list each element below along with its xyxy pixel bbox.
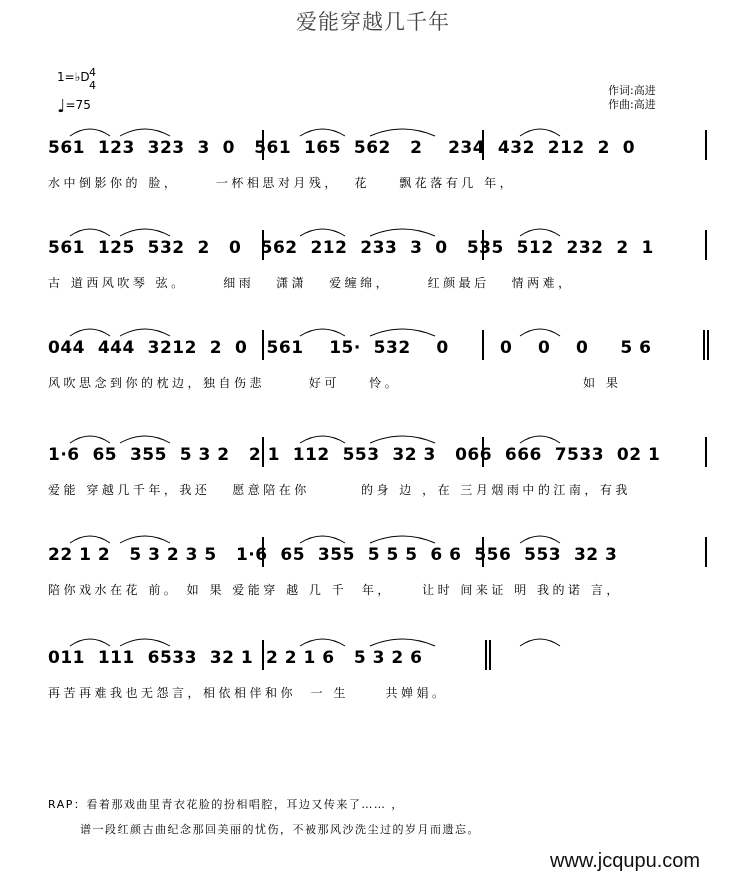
slur bbox=[370, 436, 435, 443]
slur bbox=[370, 536, 435, 543]
key-signature: 1=♭D bbox=[57, 70, 90, 84]
slur bbox=[300, 129, 345, 136]
song-title: 爱能穿越几千年 bbox=[296, 10, 450, 34]
slur bbox=[120, 436, 170, 443]
slur bbox=[370, 639, 435, 646]
score-row bbox=[0, 130, 746, 220]
slur bbox=[520, 436, 560, 443]
lyrics-line: 风吹思念到你的枕边，独自伤悲 好可 怜。 如 果 bbox=[48, 376, 622, 390]
lyrics-line: 再苦再难我也无怨言，相依相伴和你 一 生 共婵娟。 bbox=[48, 686, 448, 700]
notation-line: 011 111 6533 32 1 2 2 1 6 5 3 2 6 bbox=[48, 648, 423, 668]
credits bbox=[608, 84, 656, 112]
slur bbox=[70, 436, 110, 443]
slur bbox=[300, 229, 345, 236]
slur bbox=[300, 436, 345, 443]
quarter-note-icon: ♩ bbox=[57, 96, 66, 117]
tempo-marking bbox=[57, 96, 91, 117]
slur-marks bbox=[0, 118, 746, 138]
slur bbox=[70, 329, 110, 336]
slur bbox=[70, 639, 110, 646]
site-watermark: www.jcqupu.com bbox=[550, 850, 701, 872]
slur bbox=[300, 536, 345, 543]
lyrics-line: 水中倒影你的 脸， 一杯相思对月残， 花 飘花落有几 年， bbox=[48, 176, 516, 190]
slur-marks bbox=[0, 525, 746, 545]
notation-line: 561 125 532 2 0 562 212 233 3 0 535 512 232 2 1 bbox=[48, 238, 654, 258]
score-row bbox=[0, 437, 746, 527]
rap-line-1: RAP：看着那戏曲里青衣花脸的扮相唱腔，耳边又传来了…… ， bbox=[48, 798, 404, 811]
notation-line: 044 444 3212 2 0 561 15· 532 0 0 0 0 5 6 bbox=[48, 338, 652, 358]
score-row bbox=[0, 230, 746, 320]
slur bbox=[120, 229, 170, 236]
lyricist-credit: 作词:高进 bbox=[608, 84, 656, 97]
lyrics-line: 陪你戏水在花 前。 如 果 爱能穿 越 几 千 年， 让时 间来证 明 我的诺 言， bbox=[48, 583, 622, 597]
slur bbox=[520, 536, 560, 543]
slur bbox=[120, 639, 170, 646]
slur bbox=[70, 536, 110, 543]
time-signature-bottom: 4 bbox=[89, 79, 96, 92]
slur bbox=[120, 129, 170, 136]
score-row bbox=[0, 330, 746, 420]
rap-line-2: 谱一段红颜古曲纪念那回美丽的忧伤，不被那风沙洗尘过的岁月而遗忘。 bbox=[80, 823, 480, 836]
slur bbox=[300, 329, 345, 336]
slur-marks bbox=[0, 628, 746, 648]
lyrics-line: 古 道西风吹琴 弦。 细雨 潇潇 爱缠绵， 红颜最后 情两难， bbox=[48, 276, 574, 290]
notation-line: 561 123 323 3 0 561 165 562 2 234 432 212 2 0 bbox=[48, 138, 636, 158]
slur bbox=[120, 536, 170, 543]
slur bbox=[70, 129, 110, 136]
slur bbox=[120, 329, 170, 336]
slur bbox=[70, 229, 110, 236]
time-signature bbox=[89, 66, 96, 92]
time-signature-top: 4 bbox=[89, 66, 96, 79]
notation-line: 1·6 65 355 5 3 2 2 1 112 553 32 3 066 666 7533 02 1 bbox=[48, 445, 661, 465]
slur bbox=[520, 129, 560, 136]
slur bbox=[370, 129, 435, 136]
tempo-value: =75 bbox=[65, 98, 91, 112]
slur bbox=[520, 229, 560, 236]
score-row bbox=[0, 640, 746, 730]
notation-line: 22 1 2 5 3 2 3 5 1·6 65 355 5 5 5 6 6 556 553 32 3 bbox=[48, 545, 618, 565]
composer-credit: 作曲:高进 bbox=[608, 98, 656, 111]
slur bbox=[370, 329, 435, 336]
slur bbox=[520, 329, 560, 336]
slur-marks bbox=[0, 425, 746, 445]
slur bbox=[370, 229, 435, 236]
score-row bbox=[0, 537, 746, 627]
slur bbox=[520, 639, 560, 646]
slur-marks bbox=[0, 218, 746, 238]
slur bbox=[300, 639, 345, 646]
slur-marks bbox=[0, 318, 746, 338]
lyrics-line: 爱能 穿越几千年，我还 愿意陪在你 的身 边 ，在 三月烟雨中的江南，有我 bbox=[48, 483, 631, 497]
